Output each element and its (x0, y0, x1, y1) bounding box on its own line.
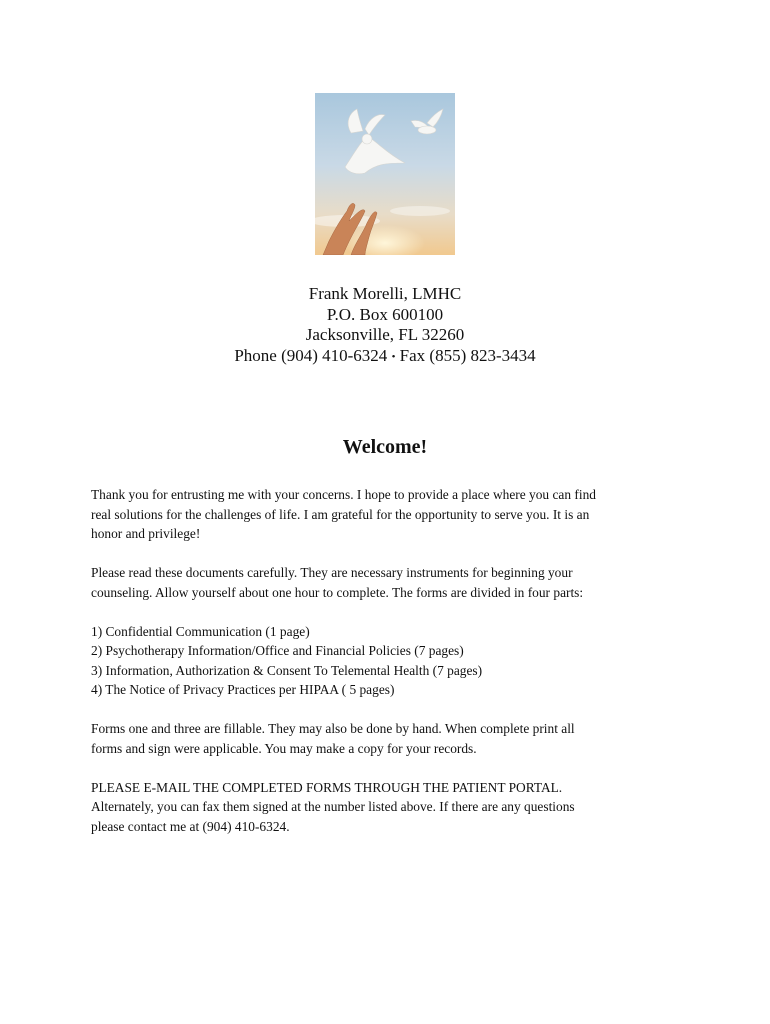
intro-paragraph (91, 485, 681, 544)
instructions-line: counseling. Allow yourself about one hour to complete. The forms are divided in four parts: (91, 584, 584, 600)
instructions-paragraph (91, 563, 681, 602)
contact-line (0, 346, 770, 367)
fillable-line: forms and sign were applicable. You may make a copy for your records. (91, 740, 477, 756)
closing-line: Alternately, you can fax them signed at the number listed above. If there are any questions (91, 799, 575, 814)
intro-line: honor and privilege! (91, 526, 201, 541)
intro-line: Thank you for entrusting me with your concerns. I hope to provide a place where you can find (91, 487, 596, 502)
closing-line: please contact me at (904) 410-6324. (91, 818, 290, 834)
forms-list-item: 1) Confidential Communication (1 page) (91, 623, 310, 639)
letter-body (91, 485, 681, 856)
forms-list-item: 2) Psychotherapy Information/Office and Financial Policies (7 pages) (91, 643, 464, 658)
bullet-separator: • (391, 350, 396, 363)
city-state-zip: Jacksonville, FL 32260 (305, 325, 465, 344)
doves-hands-image (315, 93, 455, 255)
instructions-line: Please read these documents carefully. They are necessary instruments for beginning your (91, 565, 573, 580)
forms-list (91, 622, 681, 700)
letterhead (0, 284, 770, 367)
forms-list-item: 3) Information, Authorization & Consent To Telemental Health (7 pages) (91, 662, 483, 678)
fax-number: Fax (855) 823-3434 (399, 345, 536, 365)
intro-line: real solutions for the challenges of life. I am grateful for the opportunity to serve you. It is an (91, 506, 590, 522)
po-box: P.O. Box 600100 (326, 304, 444, 324)
fillable-line: Forms one and three are fillable. They may also be done by hand. When complete print all (91, 721, 575, 736)
closing-line: PLEASE E-MAIL THE COMPLETED FORMS THROUGH THE PATIENT PORTAL. (91, 779, 563, 795)
welcome-heading: Welcome! (342, 436, 428, 458)
phone-number: Phone (904) 410-6324 (234, 345, 388, 365)
practitioner-name: Frank Morelli, LMHC (308, 284, 462, 303)
forms-list-item: 4) The Notice of Privacy Practices per HIPAA ( 5 pages) (91, 682, 395, 697)
closing-paragraph (91, 778, 681, 837)
fillable-paragraph (91, 719, 681, 758)
